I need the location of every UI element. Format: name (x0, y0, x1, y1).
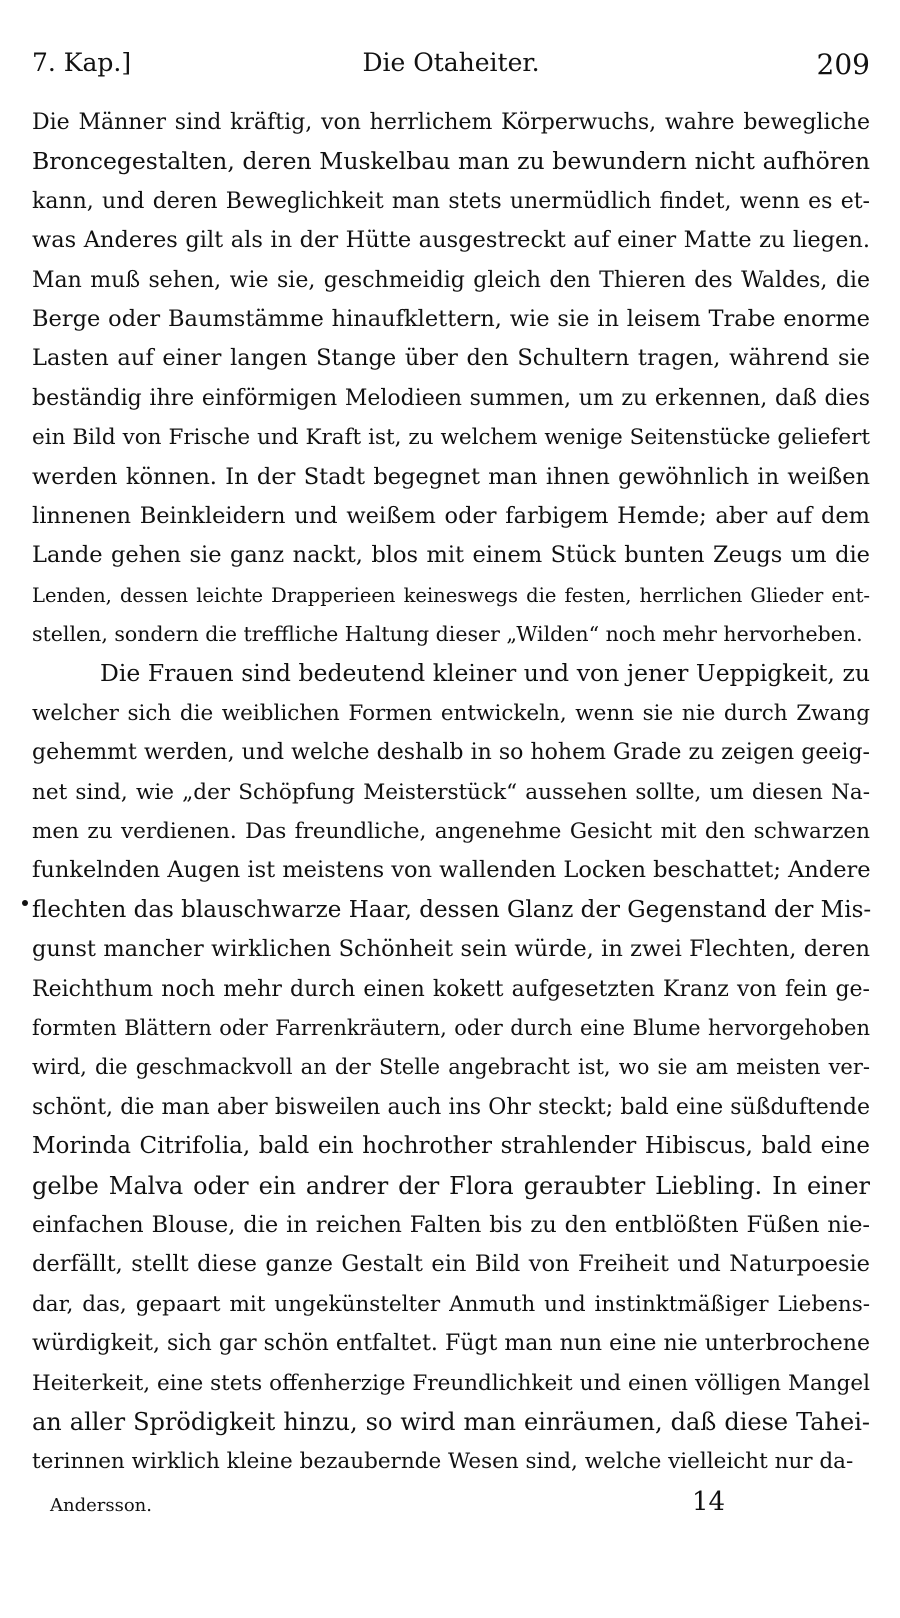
text-line: Berge oder Baumstämme hinaufklettern, wie sie in leisem Trabe enorme (32, 305, 870, 332)
text-line: gehemmt werden, und welche deshalb in so hohem Grade zu zeigen geeig- (32, 740, 870, 766)
text-line: Morinda Citrifolia, bald ein hochrother strahlender Hibiscus, bald eine (32, 1133, 870, 1160)
text-line: Die Männer sind kräftig, von herrlichem Körperwuchs, wahre bewegliche (32, 110, 870, 135)
text-line: ein Bild von Frische und Kraft ist, zu welchem wenige Seitenstücke geliefert (32, 425, 870, 451)
text-line: Die Frauen sind bedeutend kleiner und von jener Ueppigkeit, zu (100, 659, 870, 688)
running-head (32, 48, 870, 88)
body-text (32, 103, 870, 1482)
text-line: gunst mancher wirklichen Schönheit sein würde, in zwei Flechten, deren (32, 936, 870, 963)
text-line: wird, die geschmackvoll an der Stelle angebracht ist, wo sie am meisten ver- (32, 1055, 870, 1080)
margin-mark (22, 900, 28, 906)
text-line: werden können. In der Stadt begegnet man ihnen gewöhnlich in weißen (32, 463, 870, 490)
text-line: Man muß sehen, wie sie, geschmeidig gleich den Thieren des Waldes, die (32, 267, 870, 293)
chapter-reference: 7. Kap.] (32, 48, 132, 77)
text-line: stellen, sondern die treffliche Haltung dieser „Wilden“ noch mehr hervorheben. (32, 622, 863, 647)
text-line: terinnen wirklich kleine bezaubernde Wesen sind, welche vielleicht nur da- (32, 1449, 854, 1475)
text-line: Lenden, dessen leichte Drapperieen keineswegs die festen, herrlichen Glieder ent- (32, 583, 870, 607)
text-line: formten Blättern oder Farrenkräutern, oder durch eine Blume hervorgehoben (32, 1015, 870, 1040)
text-line: funkelnden Augen ist meistens von wallenden Locken beschattet; Andere (32, 857, 871, 884)
text-line: Lasten auf einer langen Stange über den Schultern tragen, während sie (32, 345, 870, 372)
text-line: kann, und deren Beweglichkeit man stets unermüdlich findet, wenn es et- (32, 188, 870, 214)
text-line: net sind, wie „der Schöpfung Meisterstück“ aussehen sollte, um diesen Na- (32, 779, 870, 805)
text-line: men zu verdienen. Das freundliche, angenehme Gesicht mit den schwarzen (32, 819, 870, 845)
paragraph (32, 654, 870, 1481)
text-line: welcher sich die weiblichen Formen entwickeln, wenn sie nie durch Zwang (32, 700, 870, 726)
text-line: was Anderes gilt als in der Hütte ausgestreckt auf einer Matte zu liegen. (32, 227, 870, 254)
sheet-number: 14 (692, 1487, 726, 1517)
text-line: Broncegestalten, deren Muskelbau man zu bewundern nicht aufhören (32, 147, 870, 176)
text-line: Heiterkeit, eine stets offenherzige Freundlichkeit und einen völligen Mangel (32, 1370, 870, 1396)
text-line: würdigkeit, sich gar schön entfaltet. Fügt man nun eine nie unterbrochene (32, 1331, 870, 1357)
sheet-signature: Andersson. (50, 1495, 152, 1516)
text-line: flechten das blauschwarze Haar, dessen Glanz der Gegenstand der Mis- (32, 896, 872, 923)
paragraph (32, 103, 870, 654)
running-title: Die Otaheiter. (362, 48, 540, 77)
text-line: an aller Sprödigkeit hinzu, so wird man einräumen, daß diese Tahei- (32, 1407, 870, 1436)
text-line: Reichthum noch mehr durch einen kokett aufgesetzten Kranz von fein ge- (32, 976, 870, 1002)
text-line: schönt, die man aber bisweilen auch ins Ohr steckt; bald eine süßduftende (32, 1094, 870, 1120)
text-line: linnenen Beinkleidern und weißem oder farbigem Hemde; aber auf dem (32, 502, 870, 529)
text-line: beständig ihre einförmigen Melodieen summen, um zu erkennen, daß dies (32, 385, 870, 411)
text-line: einfachen Blouse, die in reichen Falten bis zu den entblößten Füßen nie- (32, 1211, 870, 1238)
text-line: dar, das, gepaart mit ungekünstelter Anmuth und instinktmäßiger Liebens- (32, 1291, 870, 1317)
text-line: derfällt, stellt diese ganze Gestalt ein Bild von Freiheit und Naturpoesie (32, 1251, 870, 1278)
text-line: Lande gehen sie ganz nackt, blos mit einem Stück bunten Zeugs um die (32, 542, 870, 569)
page-number: 209 (816, 48, 870, 81)
text-line: gelbe Malva oder ein andrer der Flora geraubter Liebling. In einer (32, 1171, 870, 1200)
page-footer (32, 1487, 870, 1527)
